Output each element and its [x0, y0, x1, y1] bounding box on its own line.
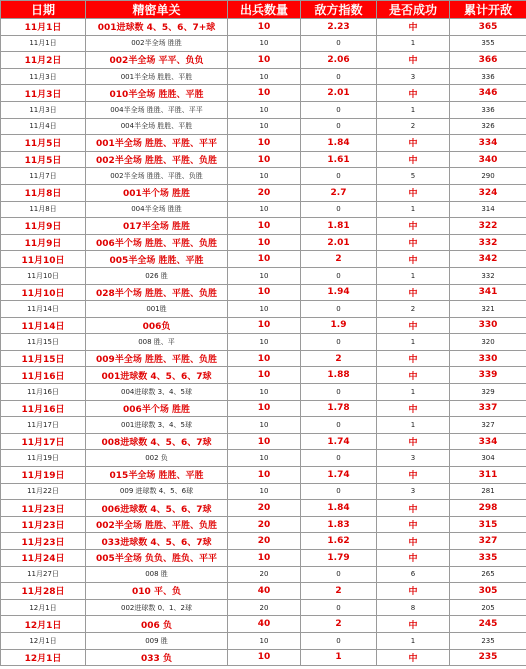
- cell-total: 205: [450, 599, 526, 616]
- cell-pick: 006半个场 胜胜、平胜、负胜: [86, 234, 228, 251]
- cell-odds: 0: [301, 118, 377, 135]
- cell-date: 11月5日: [1, 151, 86, 168]
- cell-odds: 1.84: [301, 500, 377, 517]
- cell-quantity: 10: [228, 450, 301, 467]
- table-row: [1, 583, 526, 600]
- cell-quantity: 10: [228, 267, 301, 284]
- cell-odds: 0: [301, 450, 377, 467]
- cell-odds: 0: [301, 68, 377, 85]
- cell-total: 365: [450, 19, 526, 36]
- cell-total: 339: [450, 367, 526, 384]
- table-row: [1, 599, 526, 616]
- cell-quantity: 10: [228, 483, 301, 500]
- cell-pick: 001半全场 胜胜、平胜: [86, 68, 228, 85]
- cell-result: 中: [377, 234, 450, 251]
- cell-odds: 0: [301, 267, 377, 284]
- cell-pick: 001半全场 胜胜、平胜、平平: [86, 135, 228, 152]
- cell-quantity: 10: [228, 550, 301, 567]
- cell-date: 11月24日: [1, 550, 86, 567]
- cell-pick: 010 平、负: [86, 583, 228, 600]
- cell-odds: 1.88: [301, 367, 377, 384]
- table-row: [1, 367, 526, 384]
- cell-odds: 1.94: [301, 284, 377, 301]
- cell-total: 326: [450, 118, 526, 135]
- cell-total: 337: [450, 400, 526, 417]
- cell-quantity: 20: [228, 533, 301, 550]
- cell-pick: 006负: [86, 317, 228, 334]
- cell-quantity: 10: [228, 218, 301, 235]
- cell-date: 11月14日: [1, 317, 86, 334]
- cell-total: 235: [450, 632, 526, 649]
- cell-date: 11月8日: [1, 201, 86, 218]
- cell-result: 中: [377, 151, 450, 168]
- cell-date: 11月10日: [1, 267, 86, 284]
- cell-total: 315: [450, 516, 526, 533]
- cell-odds: 2: [301, 350, 377, 367]
- cell-total: 366: [450, 52, 526, 69]
- header-total: 累计开敌: [450, 1, 526, 19]
- cell-quantity: 10: [228, 433, 301, 450]
- cell-odds: 0: [301, 101, 377, 118]
- cell-result: 5: [377, 168, 450, 185]
- cell-total: 305: [450, 583, 526, 600]
- cell-odds: 2.7: [301, 184, 377, 201]
- cell-odds: 2: [301, 251, 377, 268]
- cell-total: 314: [450, 201, 526, 218]
- cell-quantity: 20: [228, 500, 301, 517]
- table-row: [1, 85, 526, 102]
- table-row: [1, 400, 526, 417]
- cell-pick: 009 进球数 4、5、6球: [86, 483, 228, 500]
- cell-result: 6: [377, 566, 450, 583]
- cell-quantity: 10: [228, 334, 301, 351]
- cell-total: 324: [450, 184, 526, 201]
- cell-total: 332: [450, 267, 526, 284]
- table-row: [1, 384, 526, 401]
- cell-quantity: 20: [228, 184, 301, 201]
- cell-total: 342: [450, 251, 526, 268]
- table-row: [1, 19, 526, 36]
- cell-pick: 017半全场 胜胜: [86, 218, 228, 235]
- cell-total: 334: [450, 433, 526, 450]
- cell-date: 11月23日: [1, 516, 86, 533]
- cell-odds: 2: [301, 616, 377, 633]
- cell-quantity: 10: [228, 384, 301, 401]
- cell-date: 11月9日: [1, 234, 86, 251]
- cell-pick: 008进球数 4、5、6、7球: [86, 433, 228, 450]
- cell-date: 11月10日: [1, 284, 86, 301]
- cell-total: 340: [450, 151, 526, 168]
- cell-date: 11月16日: [1, 367, 86, 384]
- cell-result: 中: [377, 433, 450, 450]
- cell-quantity: 10: [228, 118, 301, 135]
- cell-odds: 0: [301, 483, 377, 500]
- cell-quantity: 10: [228, 68, 301, 85]
- cell-quantity: 10: [228, 168, 301, 185]
- cell-quantity: 10: [228, 35, 301, 52]
- cell-quantity: 20: [228, 599, 301, 616]
- cell-pick: 010半全场 胜胜、平胜: [86, 85, 228, 102]
- cell-odds: 1.78: [301, 400, 377, 417]
- cell-result: 1: [377, 417, 450, 434]
- table-row: [1, 118, 526, 135]
- cell-odds: 1.74: [301, 433, 377, 450]
- cell-date: 11月23日: [1, 533, 86, 550]
- cell-quantity: 10: [228, 151, 301, 168]
- cell-pick: 008 胜: [86, 566, 228, 583]
- cell-result: 中: [377, 516, 450, 533]
- table-row: [1, 284, 526, 301]
- cell-total: 265: [450, 566, 526, 583]
- cell-quantity: 10: [228, 251, 301, 268]
- cell-total: 321: [450, 301, 526, 318]
- cell-pick: 006进球数 4、5、6、7球: [86, 500, 228, 517]
- cell-date: 11月2日: [1, 52, 86, 69]
- cell-pick: 001进球数 3、4、5球: [86, 417, 228, 434]
- cell-result: 中: [377, 367, 450, 384]
- cell-pick: 005半全场 胜胜、平胜: [86, 251, 228, 268]
- cell-result: 3: [377, 68, 450, 85]
- cell-odds: 0: [301, 566, 377, 583]
- cell-odds: 0: [301, 417, 377, 434]
- cell-date: 11月8日: [1, 184, 86, 201]
- cell-quantity: 20: [228, 516, 301, 533]
- cell-total: 304: [450, 450, 526, 467]
- cell-quantity: 10: [228, 101, 301, 118]
- cell-date: 11月1日: [1, 19, 86, 36]
- cell-date: 11月16日: [1, 384, 86, 401]
- cell-result: 中: [377, 135, 450, 152]
- cell-odds: 1.9: [301, 317, 377, 334]
- cell-total: 336: [450, 101, 526, 118]
- table-row: [1, 251, 526, 268]
- table-row: [1, 533, 526, 550]
- cell-odds: 1.74: [301, 467, 377, 484]
- cell-result: 2: [377, 301, 450, 318]
- header-quantity: 出兵数量: [228, 1, 301, 19]
- table-row: [1, 135, 526, 152]
- cell-result: 中: [377, 583, 450, 600]
- cell-total: 327: [450, 417, 526, 434]
- cell-odds: 0: [301, 201, 377, 218]
- cell-pick: 004半全场 胜胜、平胜、平平: [86, 101, 228, 118]
- cell-odds: 1.83: [301, 516, 377, 533]
- header-date: 日期: [1, 1, 86, 19]
- cell-total: 336: [450, 68, 526, 85]
- cell-pick: 026 胜: [86, 267, 228, 284]
- cell-result: 1: [377, 101, 450, 118]
- table-row: [1, 168, 526, 185]
- table-row: [1, 151, 526, 168]
- cell-date: 11月16日: [1, 400, 86, 417]
- cell-date: 11月4日: [1, 118, 86, 135]
- header-row: [1, 1, 526, 19]
- cell-quantity: 10: [228, 467, 301, 484]
- cell-pick: 006 负: [86, 616, 228, 633]
- cell-total: 330: [450, 350, 526, 367]
- cell-total: 290: [450, 168, 526, 185]
- cell-pick: 002半全场 胜胜: [86, 35, 228, 52]
- cell-total: 346: [450, 85, 526, 102]
- table-row: [1, 267, 526, 284]
- cell-result: 中: [377, 400, 450, 417]
- cell-quantity: 10: [228, 201, 301, 218]
- cell-result: 3: [377, 483, 450, 500]
- table-row: [1, 234, 526, 251]
- cell-date: 11月10日: [1, 251, 86, 268]
- cell-pick: 004进球数 3、4、5球: [86, 384, 228, 401]
- cell-result: 中: [377, 284, 450, 301]
- cell-odds: 0: [301, 599, 377, 616]
- cell-odds: 1.62: [301, 533, 377, 550]
- cell-pick: 005半全场 负负、胜负、平平: [86, 550, 228, 567]
- cell-total: 341: [450, 284, 526, 301]
- cell-quantity: 10: [228, 234, 301, 251]
- cell-result: 中: [377, 317, 450, 334]
- cell-result: 中: [377, 218, 450, 235]
- table-row: [1, 201, 526, 218]
- cell-date: 12月1日: [1, 632, 86, 649]
- cell-quantity: 10: [228, 284, 301, 301]
- cell-quantity: 10: [228, 135, 301, 152]
- cell-pick: 033 负: [86, 649, 228, 666]
- table-row: [1, 649, 526, 666]
- cell-date: 12月1日: [1, 649, 86, 666]
- cell-date: 11月27日: [1, 566, 86, 583]
- cell-odds: 2.01: [301, 85, 377, 102]
- cell-pick: 002半全场 胜胜、平胜、负胜: [86, 151, 228, 168]
- cell-quantity: 10: [228, 632, 301, 649]
- table-row: [1, 101, 526, 118]
- table-row: [1, 550, 526, 567]
- cell-date: 11月9日: [1, 218, 86, 235]
- table-row: [1, 334, 526, 351]
- cell-result: 中: [377, 251, 450, 268]
- table-row: [1, 301, 526, 318]
- cell-quantity: 40: [228, 616, 301, 633]
- cell-quantity: 20: [228, 566, 301, 583]
- cell-pick: 002进球数 0、1、2球: [86, 599, 228, 616]
- cell-total: 235: [450, 649, 526, 666]
- cell-date: 11月3日: [1, 85, 86, 102]
- cell-result: 中: [377, 616, 450, 633]
- cell-result: 中: [377, 52, 450, 69]
- cell-odds: 1.84: [301, 135, 377, 152]
- cell-odds: 0: [301, 35, 377, 52]
- cell-date: 11月15日: [1, 350, 86, 367]
- cell-result: 1: [377, 35, 450, 52]
- cell-date: 12月1日: [1, 616, 86, 633]
- cell-pick: 004半全场 胜胜、平胜: [86, 118, 228, 135]
- cell-odds: 2.01: [301, 234, 377, 251]
- table-row: [1, 417, 526, 434]
- cell-total: 334: [450, 135, 526, 152]
- table-row: [1, 350, 526, 367]
- cell-date: 11月14日: [1, 301, 86, 318]
- cell-odds: 2: [301, 583, 377, 600]
- cell-date: 11月17日: [1, 417, 86, 434]
- cell-total: 330: [450, 317, 526, 334]
- cell-date: 11月17日: [1, 433, 86, 450]
- cell-date: 11月1日: [1, 35, 86, 52]
- cell-date: 11月5日: [1, 135, 86, 152]
- cell-result: 中: [377, 184, 450, 201]
- cell-pick: 033进球数 4、5、6、7球: [86, 533, 228, 550]
- cell-pick: 001半个场 胜胜: [86, 184, 228, 201]
- cell-quantity: 10: [228, 367, 301, 384]
- cell-odds: 1.79: [301, 550, 377, 567]
- cell-date: 11月28日: [1, 583, 86, 600]
- cell-date: 11月22日: [1, 483, 86, 500]
- cell-pick: 006半个场 胜胜: [86, 400, 228, 417]
- table-row: [1, 218, 526, 235]
- cell-total: 322: [450, 218, 526, 235]
- cell-quantity: 10: [228, 417, 301, 434]
- cell-pick: 001胜: [86, 301, 228, 318]
- cell-odds: 1.61: [301, 151, 377, 168]
- cell-total: 320: [450, 334, 526, 351]
- table-row: [1, 516, 526, 533]
- cell-odds: 2.06: [301, 52, 377, 69]
- header-odds: 敌方指数: [301, 1, 377, 19]
- cell-result: 8: [377, 599, 450, 616]
- cell-pick: 028半个场 胜胜、平胜、负胜: [86, 284, 228, 301]
- cell-total: 329: [450, 384, 526, 401]
- table-row: [1, 467, 526, 484]
- cell-date: 11月7日: [1, 168, 86, 185]
- cell-result: 1: [377, 334, 450, 351]
- cell-odds: 1: [301, 649, 377, 666]
- cell-pick: 009半全场 胜胜、平胜、负胜: [86, 350, 228, 367]
- cell-date: 11月23日: [1, 500, 86, 517]
- table-row: [1, 450, 526, 467]
- cell-quantity: 10: [228, 85, 301, 102]
- cell-date: 11月3日: [1, 68, 86, 85]
- cell-quantity: 10: [228, 317, 301, 334]
- cell-quantity: 10: [228, 649, 301, 666]
- cell-pick: 002半全场 胜胜、平胜、负胜: [86, 516, 228, 533]
- cell-result: 中: [377, 550, 450, 567]
- cell-quantity: 10: [228, 400, 301, 417]
- cell-quantity: 10: [228, 301, 301, 318]
- cell-result: 中: [377, 649, 450, 666]
- cell-date: 11月19日: [1, 450, 86, 467]
- cell-result: 1: [377, 267, 450, 284]
- cell-total: 355: [450, 35, 526, 52]
- table-row: [1, 52, 526, 69]
- cell-pick: 002 负: [86, 450, 228, 467]
- table-row: [1, 566, 526, 583]
- cell-result: 1: [377, 632, 450, 649]
- table-row: [1, 68, 526, 85]
- cell-pick: 001进球数 4、5、6、7球: [86, 367, 228, 384]
- cell-total: 311: [450, 467, 526, 484]
- table-body: [1, 19, 526, 666]
- cell-pick: 002半全场 胜胜、平胜、负胜: [86, 168, 228, 185]
- cell-pick: 008 胜、平: [86, 334, 228, 351]
- cell-pick: 004半全场 胜胜: [86, 201, 228, 218]
- cell-odds: 0: [301, 632, 377, 649]
- cell-result: 中: [377, 19, 450, 36]
- cell-result: 1: [377, 201, 450, 218]
- cell-result: 中: [377, 85, 450, 102]
- table-row: [1, 35, 526, 52]
- cell-quantity: 40: [228, 583, 301, 600]
- table-row: [1, 433, 526, 450]
- cell-odds: 2.23: [301, 19, 377, 36]
- cell-total: 281: [450, 483, 526, 500]
- cell-result: 中: [377, 467, 450, 484]
- cell-quantity: 10: [228, 52, 301, 69]
- cell-odds: 1.81: [301, 218, 377, 235]
- cell-pick: 015半全场 胜胜、平胜: [86, 467, 228, 484]
- cell-total: 298: [450, 500, 526, 517]
- cell-pick: 009 胜: [86, 632, 228, 649]
- table-row: [1, 632, 526, 649]
- cell-result: 1: [377, 384, 450, 401]
- table-row: [1, 500, 526, 517]
- table-row: [1, 483, 526, 500]
- cell-result: 中: [377, 500, 450, 517]
- cell-odds: 0: [301, 168, 377, 185]
- cell-total: 335: [450, 550, 526, 567]
- cell-odds: 0: [301, 384, 377, 401]
- cell-total: 332: [450, 234, 526, 251]
- cell-date: 11月19日: [1, 467, 86, 484]
- cell-odds: 0: [301, 334, 377, 351]
- table-row: [1, 184, 526, 201]
- cell-date: 12月1日: [1, 599, 86, 616]
- cell-date: 11月15日: [1, 334, 86, 351]
- header-result: 是否成功: [377, 1, 450, 19]
- cell-total: 245: [450, 616, 526, 633]
- cell-result: 中: [377, 350, 450, 367]
- cell-date: 11月3日: [1, 101, 86, 118]
- cell-result: 2: [377, 118, 450, 135]
- cell-result: 3: [377, 450, 450, 467]
- cell-result: 中: [377, 533, 450, 550]
- cell-quantity: 10: [228, 19, 301, 36]
- table-row: [1, 317, 526, 334]
- cell-pick: 001进球数 4、5、6、7+球: [86, 19, 228, 36]
- header-pick: 精密单关: [86, 1, 228, 19]
- cell-quantity: 10: [228, 350, 301, 367]
- table-row: [1, 616, 526, 633]
- cell-pick: 002半全场 平平、负负: [86, 52, 228, 69]
- cell-odds: 0: [301, 301, 377, 318]
- cell-total: 327: [450, 533, 526, 550]
